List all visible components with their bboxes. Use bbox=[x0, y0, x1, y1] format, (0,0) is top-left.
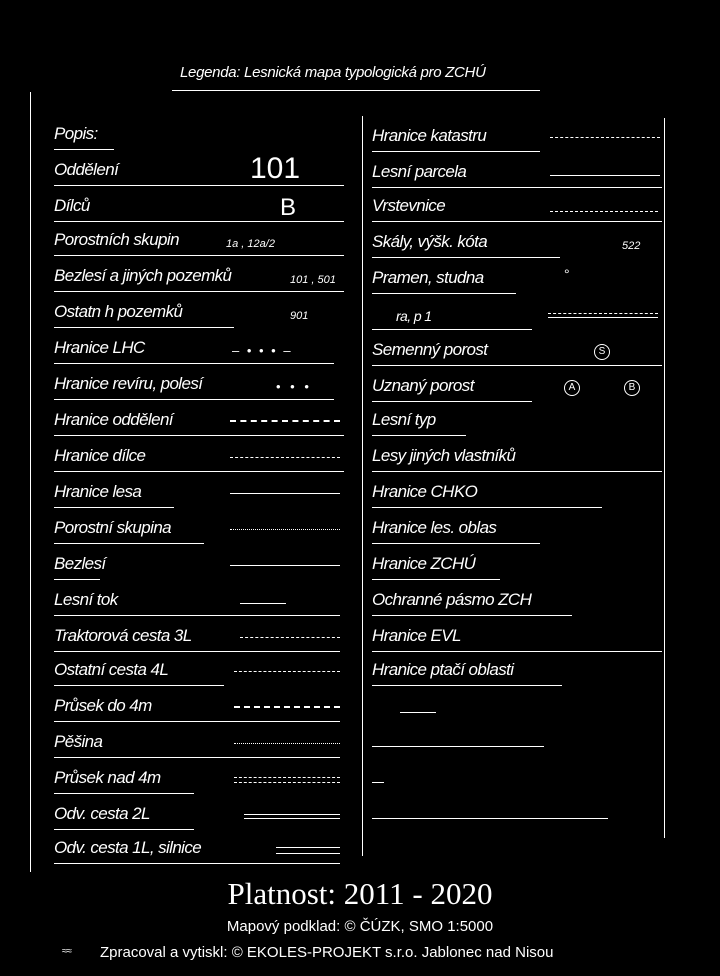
row-label: Pěšina bbox=[54, 732, 103, 751]
column-divider bbox=[362, 116, 363, 856]
row-label: Popis: bbox=[54, 124, 98, 143]
legend-row-dilcu bbox=[54, 188, 344, 222]
row-underline bbox=[372, 293, 516, 294]
legend-title: Legenda: Lesnická mapa typologická pro ZCHÚ bbox=[180, 64, 486, 81]
row-label: Semenný porost bbox=[372, 340, 488, 359]
legend-row-oddeleni bbox=[54, 152, 344, 186]
row-label: Traktorová cesta 3L bbox=[54, 626, 192, 645]
row-label: Bezlesí bbox=[54, 554, 106, 573]
legend-row-lesni-typ bbox=[372, 402, 662, 436]
row-underline bbox=[54, 543, 204, 544]
row-label: Hranice ptačí oblasti bbox=[372, 660, 514, 679]
legend-row-bezlesi bbox=[54, 546, 344, 580]
legend-row-lesy-jinych bbox=[372, 438, 662, 472]
row-underline bbox=[372, 435, 466, 436]
row-label: Hranice oddělení bbox=[54, 410, 173, 429]
row-label: Hranice dílce bbox=[54, 446, 146, 465]
row-label: Bezlesí a jiných pozemků bbox=[54, 266, 232, 285]
row-label: Průsek do 4m bbox=[54, 696, 152, 715]
legend-row-pesina bbox=[54, 724, 344, 758]
row-underline bbox=[372, 221, 662, 222]
row-underline bbox=[54, 579, 100, 580]
symbol-other-land-number: 901 bbox=[290, 310, 309, 322]
row-underline bbox=[372, 685, 562, 686]
empty-row-line bbox=[372, 782, 384, 783]
symbol-spring: ° bbox=[564, 266, 570, 282]
row-underline bbox=[372, 329, 532, 330]
row-label: Porostních skupin bbox=[54, 230, 179, 249]
symbol-nonforest-line bbox=[230, 565, 340, 566]
base-map-credit: Mapový podklad: © ČÚZK, SMO 1:5000 bbox=[226, 918, 494, 935]
row-label: Hranice CHKO bbox=[372, 482, 478, 501]
row-underline bbox=[54, 435, 344, 436]
empty-row-line bbox=[372, 746, 544, 747]
legend-row-hranice-zchu bbox=[372, 546, 662, 580]
symbol-forest-road-1l bbox=[276, 847, 340, 854]
legend-row-vrstevnice bbox=[372, 188, 662, 222]
row-label: Oddělení bbox=[54, 160, 119, 179]
row-label: Vrstevnice bbox=[372, 196, 446, 215]
symbol-forest-boundary bbox=[230, 493, 340, 494]
legend-row-partial bbox=[372, 296, 662, 330]
row-underline bbox=[54, 185, 344, 186]
row-underline bbox=[54, 399, 334, 400]
approved-stand-a-letter: A bbox=[564, 380, 580, 396]
symbol-cadastre-boundary bbox=[550, 137, 660, 138]
symbol-forest-parcel bbox=[550, 175, 660, 176]
row-underline bbox=[54, 615, 340, 616]
approved-stand-b-letter: B bbox=[624, 380, 640, 396]
symbol-stand-letter: B bbox=[280, 194, 297, 221]
legend-row-hranice-lhc bbox=[54, 330, 344, 364]
row-label: Hranice katastru bbox=[372, 126, 487, 145]
row-underline bbox=[54, 757, 340, 758]
row-label: Lesní typ bbox=[372, 410, 436, 429]
symbol-compartment-boundary bbox=[230, 420, 340, 422]
validity-period: Platnost: 2011 - 2020 bbox=[227, 876, 493, 911]
row-label: Lesní parcela bbox=[372, 162, 467, 181]
approved-stand-a-icon bbox=[564, 377, 580, 396]
symbol-rail-line bbox=[548, 313, 658, 318]
row-underline bbox=[54, 793, 194, 794]
symbol-tractor-road bbox=[240, 637, 340, 638]
legend-row-traktorova-cesta bbox=[54, 618, 344, 652]
symbol-wide-clearing bbox=[234, 777, 340, 783]
symbol-narrow-clearing bbox=[234, 706, 340, 708]
row-label: Skály, výšk. kóta bbox=[372, 232, 488, 251]
row-underline bbox=[372, 365, 662, 366]
row-label: Ochranné pásmo ZCH bbox=[372, 590, 532, 609]
row-label: Lesy jiných vlastníků bbox=[372, 446, 516, 465]
row-label: Pramen, studna bbox=[372, 268, 484, 287]
legend-row-ochranne-pasmo bbox=[372, 582, 662, 616]
row-label: Lesní tok bbox=[54, 590, 118, 609]
symbol-stand-group-line bbox=[230, 529, 340, 530]
legend-row-hranice-evl bbox=[372, 618, 662, 652]
legend-row-popis bbox=[54, 116, 344, 150]
empty-row-line bbox=[372, 818, 608, 819]
symbol-elevation-point: 522 bbox=[622, 240, 641, 252]
approved-stand-b-icon bbox=[624, 377, 640, 396]
legend-row-lesni-tok bbox=[54, 582, 344, 616]
symbol-nonforest-number: 101 , 501 bbox=[290, 274, 336, 286]
producer-credit: Zpracoval a vytiskl: © EKOLES-PROJEKT s.r.o. Jablonec nad Nisou bbox=[100, 944, 554, 961]
row-label: Odv. cesta 1L, silnice bbox=[54, 838, 202, 857]
symbol-contour-line bbox=[550, 211, 658, 212]
row-label: Dílců bbox=[54, 196, 90, 215]
legend-row-semenny-porost bbox=[372, 332, 662, 366]
row-underline bbox=[54, 507, 174, 508]
legend-row-prusek-do-4m bbox=[54, 688, 344, 722]
legend-row-uznany-porost bbox=[372, 368, 662, 402]
row-underline bbox=[54, 685, 224, 686]
legend-row-hranice-chko bbox=[372, 474, 662, 508]
seed-stand-icon-letter: S bbox=[594, 344, 610, 360]
row-label: Porostní skupina bbox=[54, 518, 172, 537]
seed-stand-icon bbox=[594, 341, 610, 360]
legend-row-odv-cesta-2l bbox=[54, 796, 344, 830]
title-underline bbox=[172, 90, 540, 91]
row-label: Hranice les. oblas bbox=[372, 518, 497, 537]
symbol-forest-road-2l bbox=[244, 814, 340, 819]
legend-row-hranice-ptaci bbox=[372, 652, 662, 686]
row-underline bbox=[54, 291, 344, 292]
row-label: ra, p 1 bbox=[396, 308, 432, 324]
row-underline bbox=[54, 863, 340, 864]
row-underline bbox=[54, 721, 340, 722]
legend-row-ostatni-cesta bbox=[54, 652, 344, 686]
row-underline bbox=[372, 471, 662, 472]
row-underline bbox=[372, 507, 602, 508]
row-label: Hranice LHC bbox=[54, 338, 145, 357]
legend-row-pramen-studna bbox=[372, 260, 662, 294]
row-underline bbox=[54, 255, 344, 256]
legend-row-hranice-dilce bbox=[54, 438, 344, 472]
symbol-forest-stream bbox=[240, 603, 286, 604]
row-underline bbox=[54, 363, 334, 364]
legend-row-hranice-katastru bbox=[372, 118, 662, 152]
legend-row-prusek-nad-4m bbox=[54, 760, 344, 794]
row-underline bbox=[372, 543, 540, 544]
frame-right-border bbox=[664, 118, 665, 838]
empty-row-line bbox=[400, 712, 436, 713]
row-underline bbox=[54, 327, 234, 328]
row-underline bbox=[372, 579, 500, 580]
row-label: Hranice lesa bbox=[54, 482, 142, 501]
row-underline bbox=[372, 257, 560, 258]
row-label: Ostatní cesta 4L bbox=[54, 660, 169, 679]
legend-row-lesni-parcela bbox=[372, 154, 662, 188]
legend-row-odv-cesta-1l bbox=[54, 830, 344, 864]
legend-row-ostatnich-pozemku bbox=[54, 294, 344, 328]
row-label: Uznaný porost bbox=[372, 376, 474, 395]
symbol-footpath bbox=[234, 743, 340, 744]
row-underline bbox=[372, 151, 540, 152]
legend-row-skaly-vysk-kota bbox=[372, 224, 662, 258]
row-label: Odv. cesta 2L bbox=[54, 804, 150, 823]
legend-row-hranice-les-oblasti bbox=[372, 510, 662, 544]
symbol-compartment-number: 101 bbox=[250, 152, 301, 185]
row-label: Průsek nad 4m bbox=[54, 768, 161, 787]
company-logo-icon: ≈≈ bbox=[62, 946, 71, 957]
row-underline bbox=[54, 471, 344, 472]
row-label: Hranice ZCHÚ bbox=[372, 554, 476, 573]
frame-left-border bbox=[30, 92, 31, 872]
legend-row-porostnich-skupin bbox=[54, 222, 344, 256]
symbol-district-boundary: • • • bbox=[276, 379, 312, 394]
symbol-lhc-boundary: – • • • – bbox=[232, 343, 293, 358]
row-underline bbox=[54, 149, 114, 150]
row-label: Ostatn h pozemků bbox=[54, 302, 183, 321]
legend-row-bezlesi-pozemku bbox=[54, 258, 344, 292]
legend-row-hranice-reviru bbox=[54, 366, 344, 400]
symbol-stand-group: 1a , 12a/2 bbox=[226, 238, 275, 250]
symbol-stand-boundary bbox=[230, 457, 340, 458]
legend-row-hranice-oddeleni bbox=[54, 402, 344, 436]
row-underline bbox=[372, 615, 572, 616]
legend-row-porostni-skupina bbox=[54, 510, 344, 544]
symbol-other-road bbox=[234, 671, 340, 672]
row-label: Hranice EVL bbox=[372, 626, 461, 645]
legend-row-hranice-lesa bbox=[54, 474, 344, 508]
row-label: Hranice revíru, polesí bbox=[54, 374, 203, 393]
